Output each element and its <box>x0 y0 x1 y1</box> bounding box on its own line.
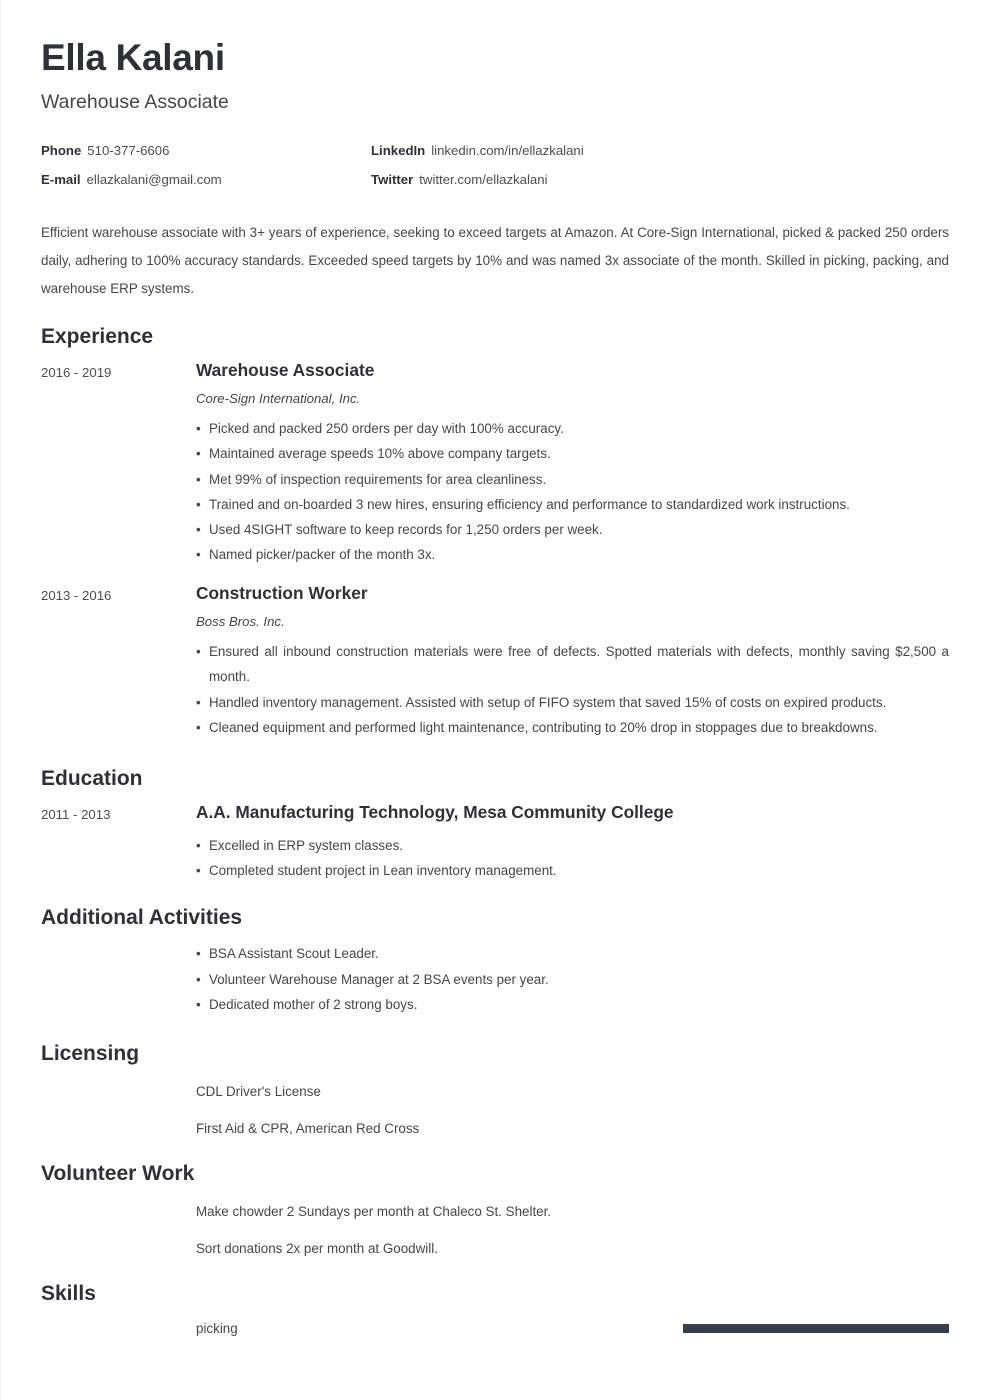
section-title-experience: Experience <box>41 325 154 349</box>
contact-email <box>41 171 371 188</box>
section-title-additional-activities: Additional Activities <box>41 906 243 930</box>
entry-bullets <box>196 416 949 567</box>
experience-entry <box>41 360 949 567</box>
contact-email-label: E-mail <box>41 172 81 188</box>
skill-name: picking <box>196 1321 238 1337</box>
list-item: • Trained and on-boarded 3 new hires, ensuring efficiency and performance to standardized work instructions. <box>196 492 949 517</box>
entry-title: A.A. Manufacturing Technology, Mesa Community College <box>196 802 674 823</box>
education-entry <box>41 802 949 883</box>
candidate-job-title: Warehouse Associate <box>41 90 229 113</box>
additional-activities-body <box>196 941 949 1017</box>
contact-twitter-label: Twitter <box>371 172 414 188</box>
list-item: • Picked and packed 250 orders per day with 100% accuracy. <box>196 416 949 441</box>
entry-date: 2013 - 2016 <box>41 588 112 604</box>
skill-level-fill <box>683 1324 949 1333</box>
licensing-body <box>196 1077 949 1137</box>
volunteer-item: Make chowder 2 Sundays per month at Chaleco St. Shelter. <box>196 1204 552 1220</box>
professional-summary: Efficient warehouse associate with 3+ years of experience, seeking to exceed targets at Amazon. At Core-Sign International, picked & packed 250 orders daily, adhering to 100% accuracy standards. Exceeded speed targets by 10% and was named 3x associate of the month. Skilled in picking, packing, and warehouse ERP systems. <box>41 225 949 296</box>
list-item: • Dedicated mother of 2 strong boys. <box>196 992 949 1017</box>
entry-body <box>196 583 949 740</box>
volunteer-work-body <box>196 1197 949 1257</box>
section-title-skills: Skills <box>41 1282 96 1306</box>
list-item: • Excelled in ERP system classes. <box>196 833 949 858</box>
section-skills <box>41 1281 949 1338</box>
contact-email-value[interactable]: ellazkalani@gmail.com <box>86 172 222 188</box>
licensing-item: CDL Driver's License <box>196 1084 321 1100</box>
entry-title: Warehouse Associate <box>196 360 375 381</box>
list-item: • Volunteer Warehouse Manager at 2 BSA events per year. <box>196 967 949 992</box>
contact-phone-label: Phone <box>41 143 82 159</box>
entry-body <box>196 802 949 883</box>
section-licensing <box>41 1041 949 1137</box>
skill-row <box>196 1320 949 1337</box>
volunteer-item: Sort donations 2x per month at Goodwill. <box>196 1240 438 1256</box>
skill-level-bar <box>683 1324 949 1333</box>
additional-activities-bullets <box>196 941 949 1017</box>
list-item: • Completed student project in Lean inventory management. <box>196 858 949 883</box>
list-item: • Used 4SIGHT software to keep records for 1,250 orders per week. <box>196 517 949 542</box>
entry-title: Construction Worker <box>196 583 368 604</box>
list-item: • Named picker/packer of the month 3x. <box>196 542 949 567</box>
entry-bullets <box>196 833 949 883</box>
list-item: • Met 99% of inspection requirements for area cleanliness. <box>196 467 949 492</box>
contact-linkedin-value[interactable]: linkedin.com/in/ellazkalani <box>431 143 584 159</box>
contact-linkedin-label: LinkedIn <box>371 143 426 159</box>
section-additional-activities <box>41 905 949 1017</box>
entry-company: Core-Sign International, Inc. <box>196 391 361 407</box>
entry-bullets <box>196 639 949 740</box>
list-item: • Maintained average speeds 10% above company targets. <box>196 441 949 466</box>
contact-phone-value: 510-377-6606 <box>87 143 170 159</box>
contact-twitter <box>371 171 949 188</box>
section-title-education: Education <box>41 766 143 790</box>
section-experience <box>41 324 949 740</box>
experience-entry <box>41 583 949 740</box>
section-title-licensing: Licensing <box>41 1041 140 1065</box>
entry-date: 2011 - 2013 <box>41 807 111 823</box>
contact-linkedin <box>371 142 949 159</box>
list-item: • BSA Assistant Scout Leader. <box>196 941 949 966</box>
entry-company: Boss Bros. Inc. <box>196 614 285 629</box>
entry-date: 2016 - 2019 <box>41 365 112 381</box>
contact-phone <box>41 142 371 159</box>
candidate-name: Ella Kalani <box>41 37 225 78</box>
section-volunteer-work <box>41 1161 949 1257</box>
list-item: • Cleaned equipment and performed light maintenance, contributing to 20% drop in stoppages due to breakdowns. <box>196 715 949 740</box>
section-education <box>41 766 949 883</box>
contact-details <box>41 142 949 188</box>
list-item: • Handled inventory management. Assisted with setup of FIFO system that saved 15% of costs on expired products. <box>196 690 949 715</box>
contact-twitter-value[interactable]: twitter.com/ellazkalani <box>419 172 548 188</box>
licensing-item: First Aid & CPR, American Red Cross <box>196 1120 420 1136</box>
entry-body <box>196 360 949 567</box>
list-item: • Ensured all inbound construction materials were free of defects. Spotted materials with defects, monthly saving $2,500 a month. <box>196 639 949 689</box>
section-title-volunteer-work: Volunteer Work <box>41 1162 195 1185</box>
